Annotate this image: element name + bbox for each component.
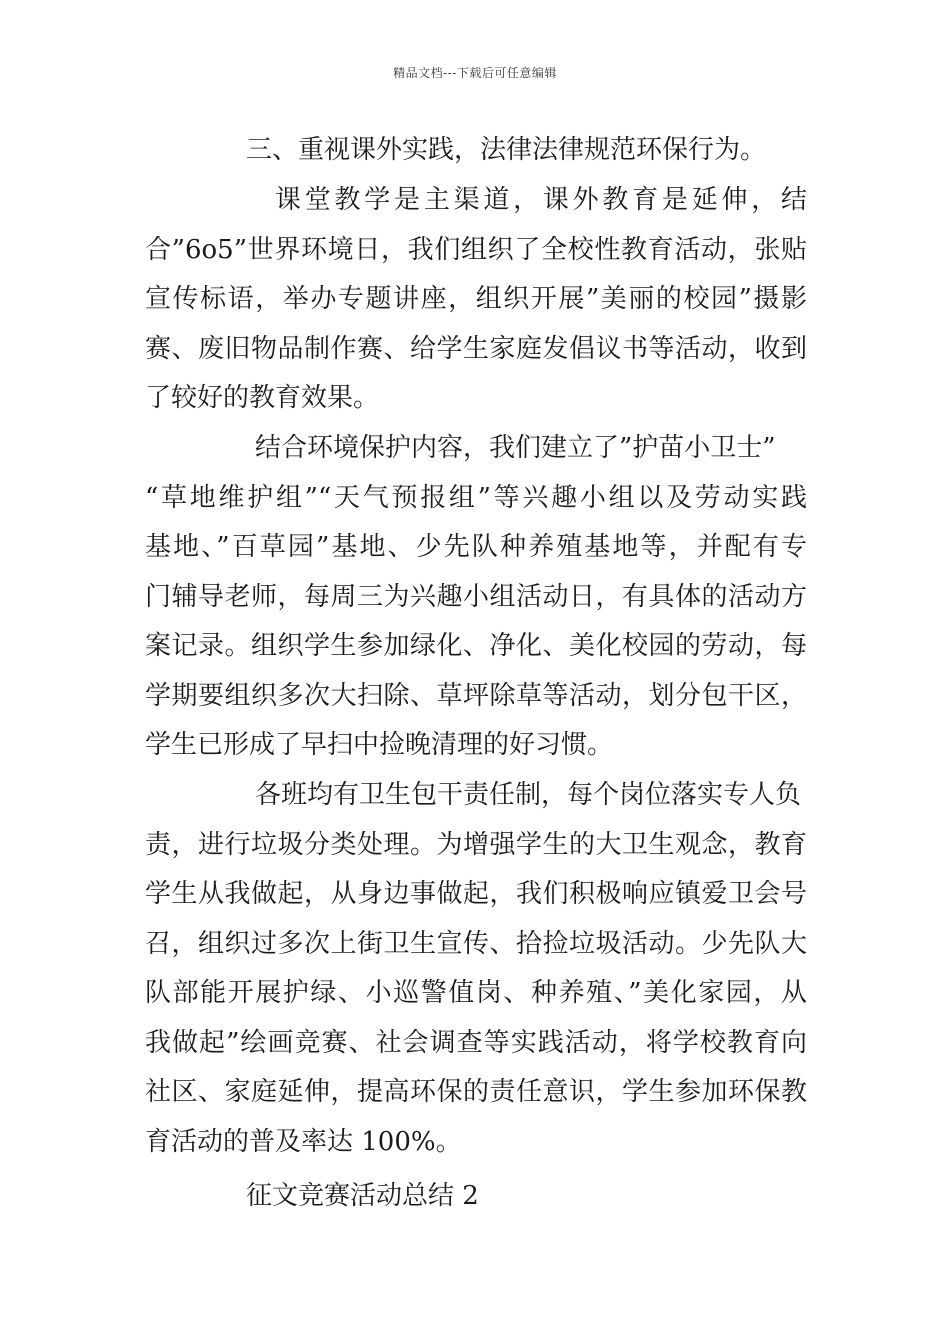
paragraph-1-line-1: 课堂教学是主渠道，课外教育是延伸，结 — [275, 185, 807, 215]
section-heading: 三、重视课外实践，法律法律规范环保行为。 — [246, 135, 767, 165]
page-header: 精品文档---下载后可任意编辑 — [393, 66, 557, 80]
paragraph-2-line-4: 门辅导老师，每周三为兴趣小组活动日，有具体的活动方 — [145, 582, 807, 612]
paragraph-3-line-7: 社区、家庭延伸，提高环保的责任意识，学生参加环保教 — [145, 1077, 807, 1107]
paragraph-3-line-5: 队部能开展护绿、小巡警值岗、种养殖、”美化家园，从 — [145, 978, 807, 1008]
paragraph-3-line-6: 我做起”绘画竞赛、社会调查等实践活动，将学校教育向 — [145, 1028, 807, 1058]
paragraph-3-line-3: 学生从我做起，从身边事做起，我们积极响应镇爱卫会号 — [145, 879, 807, 909]
paragraph-2-line-2: “草地维护组”“天气预报组”等兴趣小组以及劳动实践 — [145, 483, 807, 513]
closing-heading: 征文竞赛活动总结 2 — [246, 1181, 479, 1211]
paragraph-1-line-4: 赛、废旧物品制作赛、给学生家庭发倡议书等活动，收到 — [145, 334, 807, 364]
paragraph-3-line-2: 责，进行垃圾分类处理。为增强学生的大卫生观念，教育 — [145, 830, 807, 860]
paragraph-1-line-5: 了较好的教育效果。 — [145, 383, 380, 413]
paragraph-1-line-3: 宣传标语，举办专题讲座，组织开展”美丽的校园”摄影 — [145, 284, 807, 314]
paragraph-3-line-8: 育活动的普及率达 100%。 — [145, 1127, 462, 1157]
paragraph-2-line-7: 学生已形成了早扫中捡晚清理的好习惯。 — [145, 730, 614, 760]
paragraph-2-line-1: 结合环境保护内容，我们建立了”护苗小卫士” — [255, 433, 776, 463]
paragraph-3-line-1: 各班均有卫生包干责任制，每个岗位落实专人负 — [255, 780, 802, 810]
paragraph-3-line-4: 召，组织过多次上街卫生宣传、拾捡垃圾活动。少先队大 — [145, 929, 807, 959]
paragraph-2-line-3: 基地、”百草园”基地、少先队种养殖基地等，并配有专 — [145, 532, 807, 562]
paragraph-1-line-2: 合”6o5”世界环境日，我们组织了全校性教育活动，张贴 — [145, 235, 807, 265]
paragraph-2-line-6: 学期要组织多次大扫除、草坪除草等活动，划分包干区， — [145, 681, 807, 711]
paragraph-2-line-5: 案记录。组织学生参加绿化、净化、美化校园的劳动，每 — [145, 631, 807, 661]
